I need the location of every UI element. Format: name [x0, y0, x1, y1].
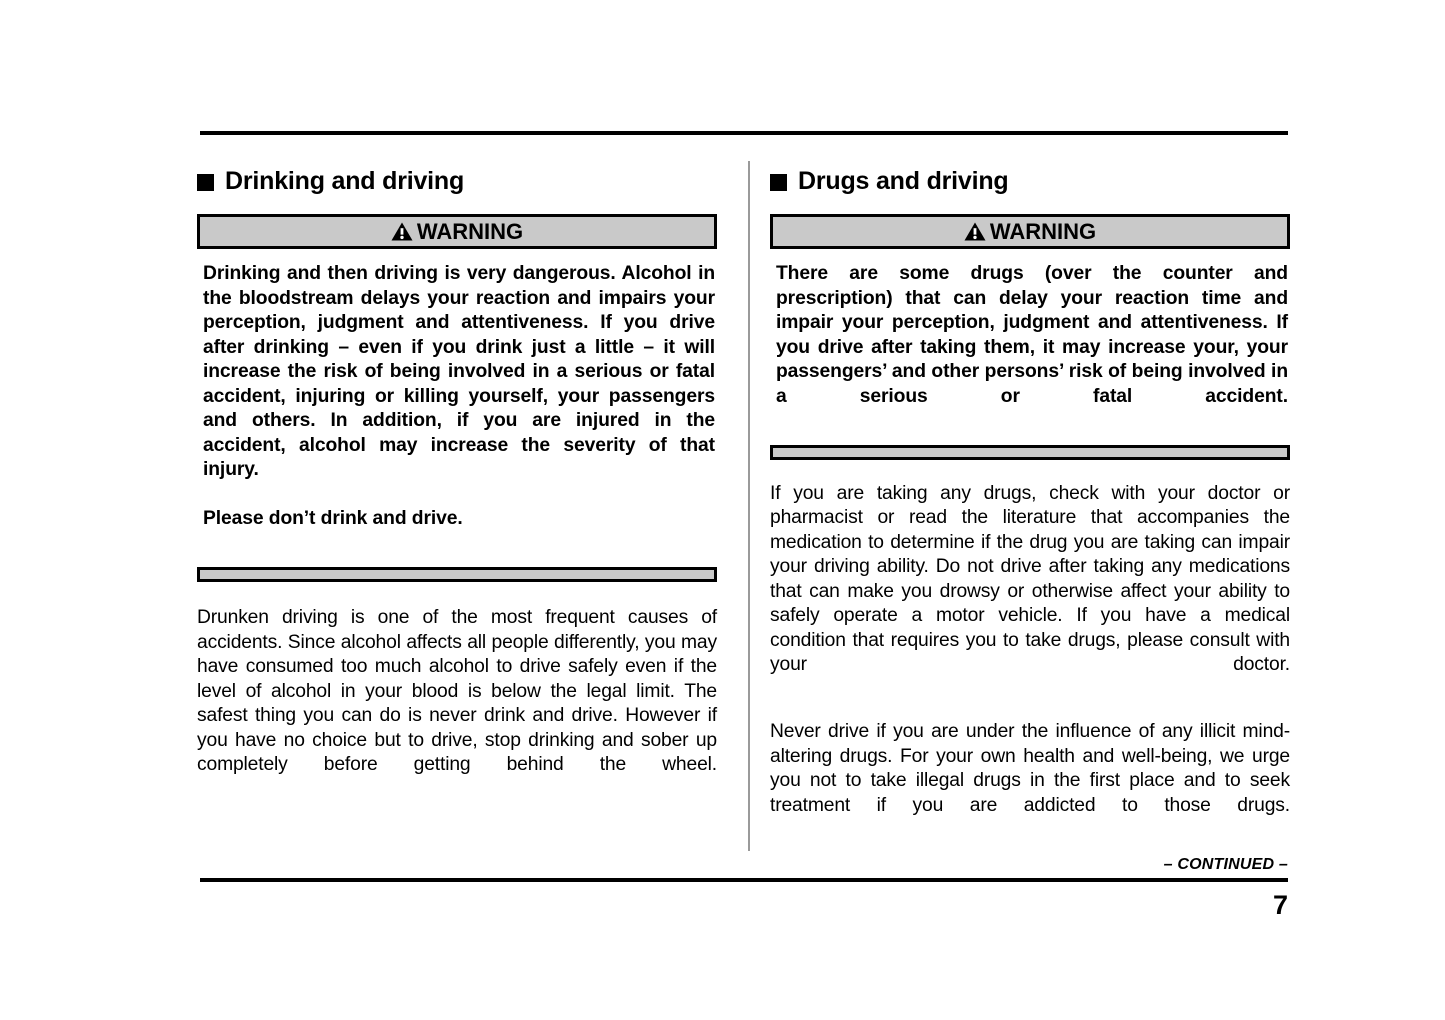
section-heading-label: Drugs and driving [798, 167, 1009, 195]
right-column [770, 168, 1290, 843]
continued-label: – CONTINUED – [1163, 856, 1288, 873]
body-paragraph: Drunken driving is one of the most frequent causes of accidents. Since alcohol affects all people differently, you may have consumed too much alcohol to drive safely even if the level of alcohol in your blood is below the legal limit. The safest thing you can do is never drink and drive. However if you have no choice but to drive, stop drinking and sober up completely before getting behind the wheel. [197, 607, 717, 776]
page-number: 7 [1272, 890, 1288, 920]
body-paragraph: Never drive if you are under the influence of any illicit mind-altering drugs. For your own health and well-being, we urge you not to take illegal drugs in the first place and to seek treatment if you are addicted to those drugs. [770, 721, 1290, 816]
section-heading-label: Drinking and driving [225, 167, 465, 195]
warning-body-right: There are some drugs (over the counter and prescription) that can delay your reaction time and impair your perception, judgment and attentiveness. If you drive after taking them, it may increase your, your passengers’ and other persons’ risk of being involved in a serious or fatal accident. [776, 263, 1288, 407]
body-paragraph: If you are taking any drugs, check with your doctor or pharmacist or read the literature that accompanies the medication to determine if the drug you are taking can impair your driving ability. Do not drive after taking any medications that can make you drowsy or otherwise affect your ability to safely operate a motor vehicle. If you have a medical condition that requires you to take drugs, please consult with your doctor. [770, 482, 1290, 676]
warning-body-left-last-line: Please don’t drink and drive. [203, 508, 463, 530]
warning-triangle-icon [391, 222, 413, 241]
warning-body-left: Drinking and then driving is very dangerous. Alcohol in the bloodstream delays your reaction and impairs your perception, judgment and attentiveness. If you drive after drinking – even if you drink just a little – it will increase the risk of being involved in a serious or fatal accident, injuring or killing yourself, your passengers and others. In addition, if you are injured in the accident, alcohol may increase the severity of that injury. [203, 263, 715, 481]
square-bullet-icon [770, 174, 787, 191]
warning-triangle-icon [964, 222, 986, 241]
header-rule [200, 131, 1288, 135]
warning-label-right: WARNING [989, 218, 1097, 244]
section-heading-drinking-and-driving [197, 168, 717, 194]
section-heading-drugs-and-driving [770, 168, 1290, 194]
left-column [197, 168, 717, 802]
warning-header-bar-right [770, 214, 1290, 249]
warning-label-left: WARNING [416, 218, 524, 244]
warning-closing-bar-left [197, 567, 717, 582]
column-divider [748, 161, 750, 851]
footer-rule [200, 878, 1288, 882]
warning-closing-bar-right [770, 445, 1290, 460]
square-bullet-icon [197, 174, 214, 191]
warning-header-bar-left [197, 214, 717, 249]
